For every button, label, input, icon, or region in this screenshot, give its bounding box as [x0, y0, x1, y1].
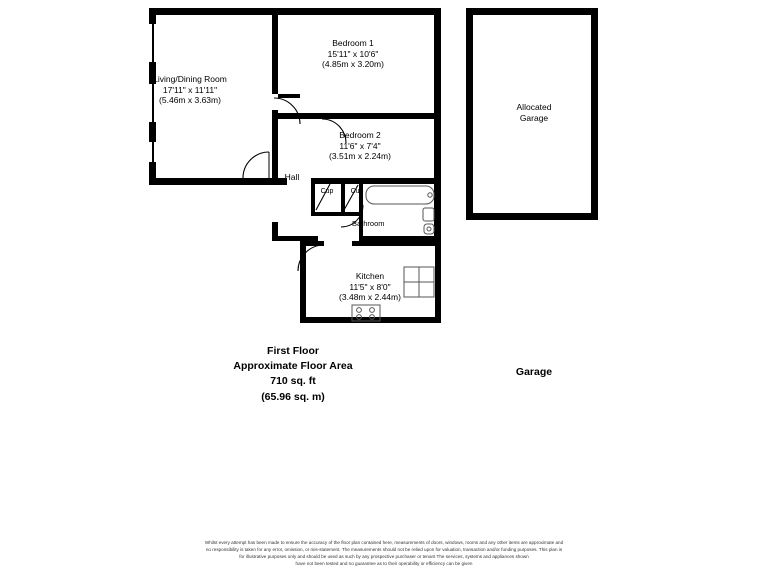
disclaimer-line-1: Whilst every attempt has been made to ensure the accuracy of the floor plan contained here, measurements of doors, windows, rooms and any other items are approximate and — [204, 540, 564, 545]
garage-label-line-2: Garage — [519, 112, 549, 123]
room-label-hall: Hall — [284, 172, 300, 182]
room-dimensions-metric: (5.46m x 3.63m) — [159, 95, 221, 106]
garage-label-line-1: Allocated — [516, 102, 552, 112]
room-dimensions-imperial: 11'6" x 7'4" — [339, 140, 381, 151]
floor-area-sqm: (65.96 sq. m) — [261, 390, 325, 403]
floor-area-sqft: 710 sq. ft — [270, 375, 316, 388]
room-name: Bedroom 2 — [339, 130, 381, 140]
room-label-bedroom-1 — [288, 38, 418, 70]
disclaimer-text — [84, 540, 684, 568]
room-dimensions-metric: (3.51m x 2.24m) — [329, 151, 391, 162]
garage-caption: Garage — [515, 366, 553, 378]
disclaimer-line-3: for illustrative purposes only and should be used as such by any prospective purchaser or tenant The services, systems and appliances shown — [239, 553, 529, 559]
room-dimensions-imperial: 15'11" x 10'6" — [327, 48, 379, 59]
room-dimensions-metric: (3.48m x 2.44m) — [339, 292, 401, 303]
room-name: Bedroom 1 — [332, 38, 374, 48]
room-label-bathroom: Bathroom — [352, 219, 385, 228]
disclaimer-line-2: no responsibility is taken for any error, omission, or mis-statement. The measurements should not be relied upon for valuation, transaction and/or funding purposes. This plan is — [205, 546, 563, 552]
room-label-kitchen — [310, 271, 430, 303]
room-label-bedroom-2 — [295, 130, 425, 162]
room-dimensions-imperial: 11'5" x 8'0" — [349, 281, 391, 292]
floor-area-caption: Approximate Floor Area — [233, 360, 353, 373]
room-label-allocated-garage — [478, 102, 590, 123]
room-name: Kitchen — [355, 271, 385, 281]
floor-title: First Floor — [267, 345, 319, 357]
room-dimensions-metric: (4.85m x 3.20m) — [322, 59, 384, 70]
room-dimensions-imperial: 17'11" x 11'11" — [162, 84, 218, 95]
room-label-cupboard-2: Cup — [350, 188, 364, 195]
disclaimer-line-4: have not been tested and no guarantee as to their operability or efficiency can be given — [295, 560, 473, 566]
room-name: Living/Dining Room — [153, 74, 227, 84]
room-label-cupboard-1: Cup — [320, 188, 334, 195]
floor-area-summary — [193, 344, 393, 405]
room-label-living-dining — [120, 74, 260, 106]
